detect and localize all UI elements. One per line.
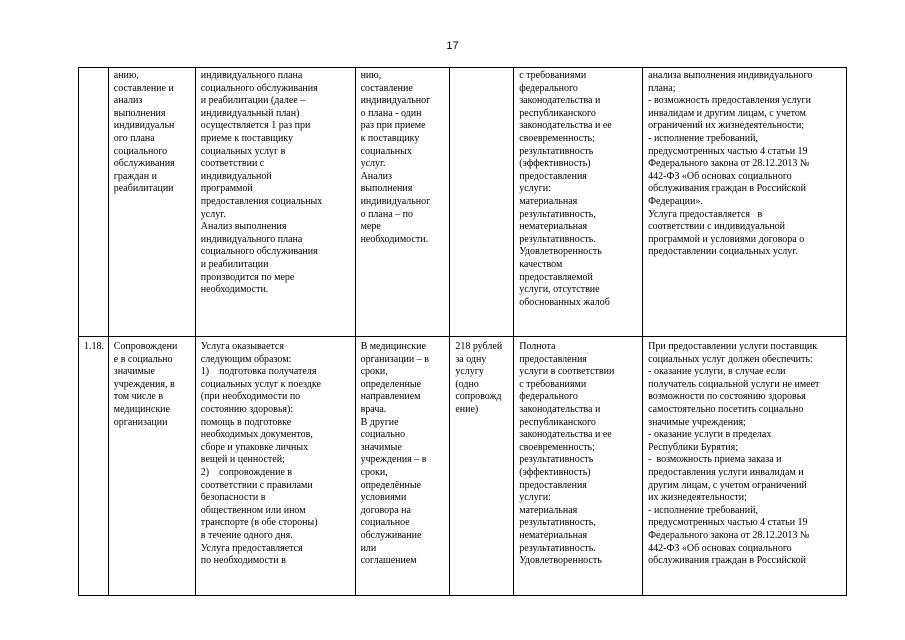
- cell-quality-indicators: с требованиями федерального законодательства и республиканского законодательства и ее своевременность; результативность (эффективность) предоставления услуги: материальная результативность, нематериальная результативность. Удовлетворенность качеством предоставляемой услуги, отсутствие обоснованных жалоб: [514, 68, 643, 337]
- cell-number: 1.18.: [79, 337, 109, 596]
- cell-service-name: Сопровождени е в социально значимые учреждения, в том числе в медицинские организации: [108, 337, 195, 596]
- cell-service-description: Услуга оказывается следующим образом: 1) подготовка получателя социальных услуг к поездке (при необходимости по состоянию здоровья): помощь в подготовке необходимых документов, сборе и упаковке личных вещей и ценностей; 2) сопровождение в соответствии с правилами безопасности в общественном или ином транспорте (в обе стороны) в течение одного дня. Услуга предоставляется по необходимости в: [195, 337, 355, 596]
- cell-service-description: индивидуального плана социального обслуживания и реабилитации (далее – индивидуальный план) осуществляется 1 раз при приеме к поставщику социальных услуг в соответствии с индивидуальной программой предоставления социальных услуг. Анализ выполнения индивидуального плана социального обслуживания и реабилитации производится по мере необходимости.: [195, 68, 355, 337]
- page-number: 17: [446, 40, 459, 52]
- cell-service-conditions: При предоставлении услуги поставщик социальных услуг должен обеспечить: - оказание услуги, в случае если получатель социальной услуги не имеет возможности по состоянию здоровья самостоятельно посетить социально значимые учреждения; - оказание услуги в пределах Республики Бурятия; - возможность приема заказа и предоставления услуги инвалидам и другим лицам, с учетом ограничений их жизнедеятельности; - исполнение требований, предусмотренных частью 4 статьи 19 Федерального закона от 28.12.2013 № 442-ФЗ «Об основах социального обслуживания граждан в Российской: [643, 337, 847, 596]
- cell-service-timing: В медицинские организации – в сроки, определенные направлением врача. В другие социально значимые учреждения – в сроки, определённые условиями договора на социальное обслуживание или соглашением: [355, 337, 450, 596]
- cell-service-timing: нию, составление индивидуальног о плана - один раз при приеме к поставщику социальных услуг. Анализ выполнения индивидуальног о плана – по мере необходимости.: [355, 68, 450, 337]
- table-row: [79, 337, 847, 596]
- cell-service-name: анию, составление и анализ выполнения индивидуальн ого плана социального обслуживания граждан и реабилитации: [108, 68, 195, 337]
- cell-number: [79, 68, 109, 337]
- cell-service-price: 218 рублей за одну услугу (одно сопровожд ение): [450, 337, 514, 596]
- services-table: [78, 67, 847, 596]
- table-row: [79, 68, 847, 337]
- cell-quality-indicators: Полнота предоставления услуги в соответствии с требованиями федерального законодательства и республиканского законодательства и ее своевременность; результативность (эффективность) предоставления услуги: материальная результативность, нематериальная результативность. Удовлетворенность: [514, 337, 643, 596]
- cell-service-price: [450, 68, 514, 337]
- cell-service-conditions: анализа выполнения индивидуального плана; - возможность предоставления услуги инвалидам и другим лицам, с учетом ограничений их жизнедеятельности; - исполнение требований, предусмотренных частью 4 статьи 19 Федерального закона от 28.12.2013 № 442-ФЗ «Об основах социального обслуживания граждан в Российской Федерации». Услуга предоставляется в соответствии с индивидуальной программой и условиями договора о предоставлении социальных услуг.: [643, 68, 847, 337]
